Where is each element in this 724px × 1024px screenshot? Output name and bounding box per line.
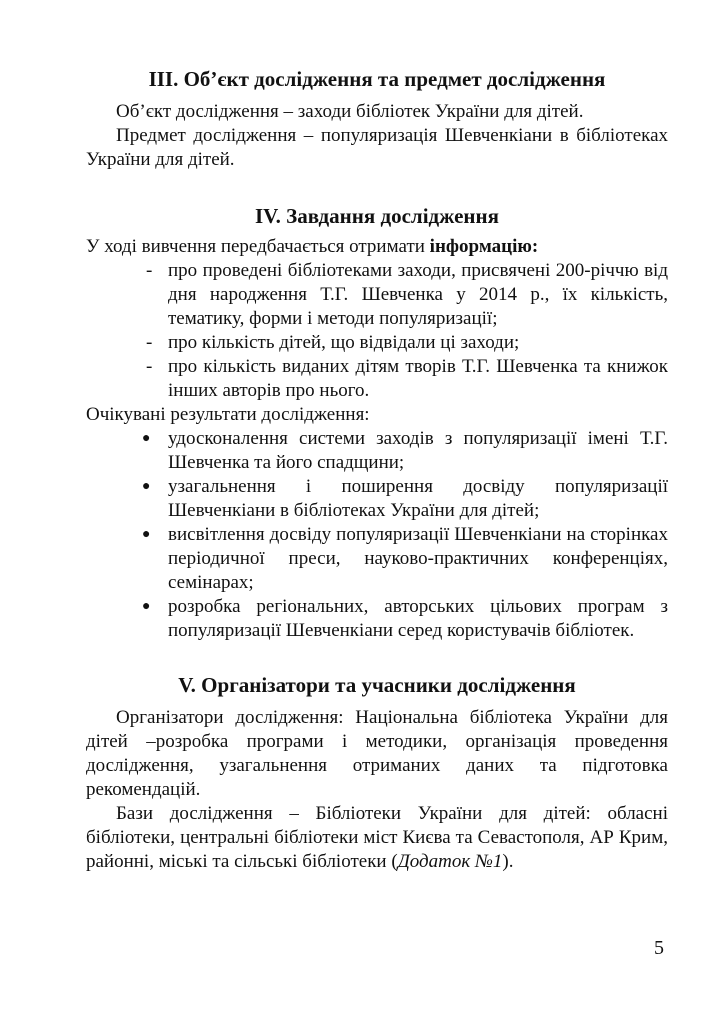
task-text: про кількість дітей, що відвідали ці заходи;: [168, 332, 520, 353]
results-list: [86, 427, 668, 643]
page-content: [86, 66, 668, 874]
task-item: [86, 259, 668, 331]
section-4-heading: IV. Завдання дослідження: [255, 204, 499, 228]
section-3-subject-paragraph: Предмет дослідження – популяризація Шевченкіани в бібліотеках України для дітей.: [86, 125, 668, 170]
result-item: [86, 427, 668, 475]
task-text: про проведені бібліотеками заходи, присвячені 200-річчю від дня народження Т.Г. Шевченка у 2014 р., їх кількість, тематику, форми і методи популяризації;: [168, 260, 668, 329]
dash-marker: -: [146, 332, 153, 353]
section-3-heading: ІІІ. Об’єкт дослідження та предмет дослідження: [148, 67, 606, 91]
bullet-icon: ●: [142, 431, 151, 446]
bullet-icon: ●: [142, 527, 151, 542]
section-5-heading: V. Організатори та учасники дослідження: [178, 673, 576, 697]
result-text: висвітлення досвіду популяризації Шевченкіани на сторінках періодичної преси, науково-практичних конференціях, семінарах;: [168, 524, 668, 593]
section-5-bases-text: Бази дослідження – Бібліотеки України для дітей: обласні бібліотеки, центральні бібліотеки міст Києва та Севастополя, АР Крим, районні, міські та сільські бібліотеки (: [86, 803, 668, 872]
section-5-bases-paragraph: [86, 802, 668, 874]
bullet-icon: ●: [142, 479, 151, 494]
page-number: 5: [654, 937, 664, 959]
task-item: [86, 355, 668, 403]
section-5-bases-end: ).: [502, 851, 514, 872]
tasks-list: [86, 259, 668, 403]
dash-marker: -: [146, 260, 153, 281]
section-4-intro: [86, 235, 668, 259]
dash-marker: -: [146, 356, 153, 377]
appendix-reference: Додаток №1: [397, 851, 503, 872]
bullet-icon: ●: [142, 599, 151, 614]
section-4-intro-text: У ході вивчення передбачається отримати: [86, 236, 430, 257]
result-item: [86, 595, 668, 643]
section-4-intro-bold: інформацію:: [429, 236, 539, 257]
result-item: [86, 475, 668, 523]
task-item: [86, 331, 668, 355]
result-item: [86, 523, 668, 595]
section-3-object-paragraph: Об’єкт дослідження – заходи бібліотек України для дітей.: [116, 101, 584, 122]
result-text: розробка регіональних, авторських цільових програм з популяризації Шевченкіани серед користувачів бібліотек.: [168, 596, 668, 641]
section-5-organizers-paragraph: Організатори дослідження: Національна бібліотека України для дітей –розробка програми і методики, організація проведення дослідження, узагальнення отриманих даних та підготовка рекомендацій.: [86, 707, 668, 800]
result-text: удосконалення системи заходів з популяризації імені Т.Г. Шевченка та його спадщини;: [168, 428, 668, 473]
expected-results-intro: Очікувані результати дослідження:: [86, 404, 370, 425]
task-text: про кількість виданих дітям творів Т.Г. Шевченка та книжок інших авторів про нього.: [168, 356, 668, 401]
result-text: узагальнення і поширення досвіду популяризації Шевченкіани в бібліотеках України для дітей;: [168, 476, 668, 521]
